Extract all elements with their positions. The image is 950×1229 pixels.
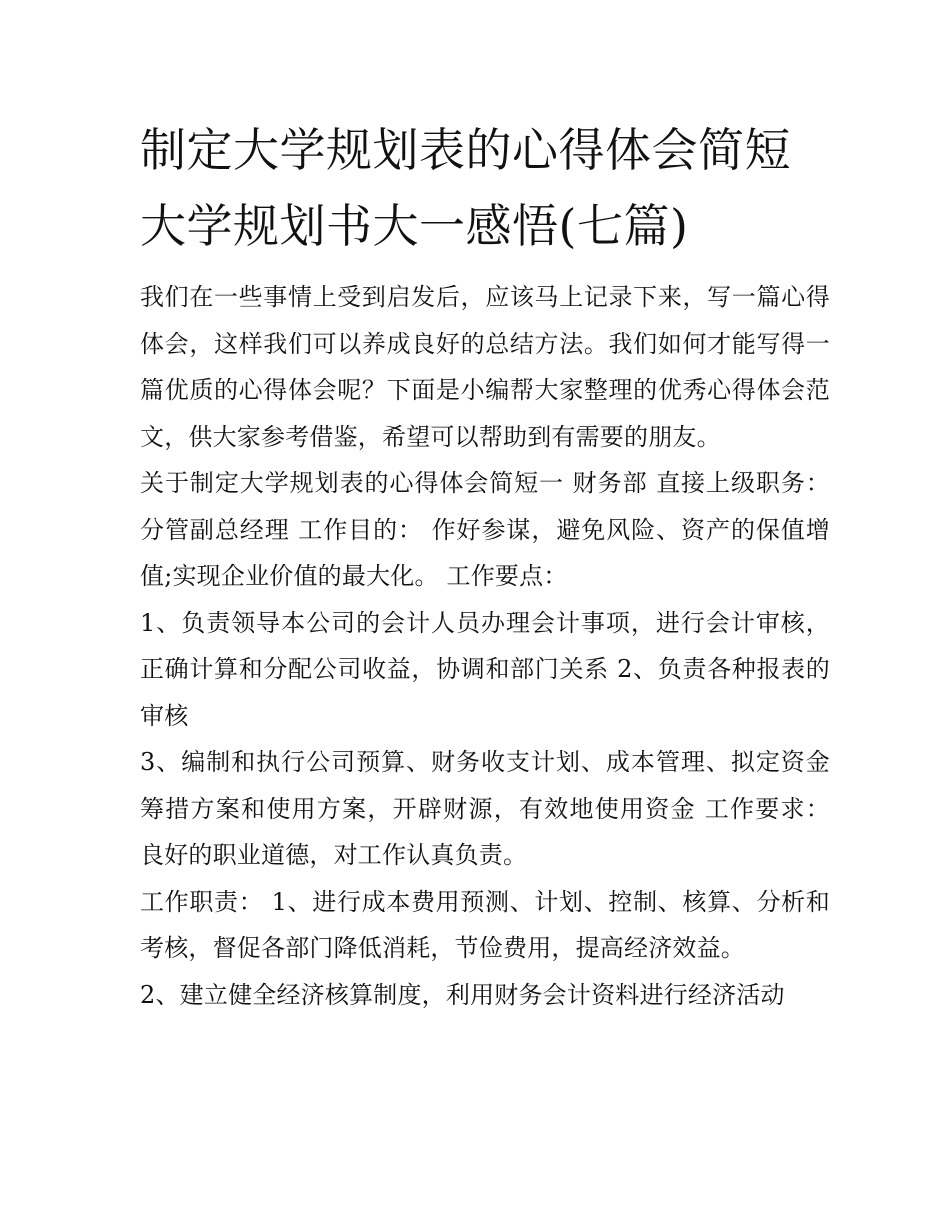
paragraph-job-info: 关于制定大学规划表的心得体会简短一 财务部 直接上级职务： 分管副总经理 工作目的： 作好参谋，避免风险、资产的保值增值;实现企业价值的最大化。 工作要点： <box>140 469 830 590</box>
document-content <box>140 112 830 1018</box>
paragraph-point-3: 3、编制和执行公司预算、财务收支计划、成本管理、拟定资金筹措方案和使用方案，开辟财源，有效地使用资金 工作要求： 良好的职业道德，对工作认真负责。 <box>140 748 830 869</box>
paragraph-duties-2: 2、建立健全经济核算制度，利用财务会计资料进行经济活动 <box>140 980 785 1009</box>
paragraph-intro: 我们在一些事情上受到启发后，应该马上记录下来，写一篇心得体会，这样我们可以养成良好的总结方法。我们如何才能写得一篇优质的心得体会呢？下面是小编帮大家整理的优秀心得体会范文，供大家参考借鉴，希望可以帮助到有需要的朋友。 <box>140 283 830 451</box>
document-body <box>140 274 830 1018</box>
paragraph-duties-1: 工作职责： 1、进行成本费用预测、计划、控制、核算、分析和考核，督促各部门降低消耗，节俭费用，提高经济效益。 <box>140 887 830 962</box>
paragraph-point-1: 1、负责领导本公司的会计人员办理会计事项，进行会计审核，正确计算和分配公司收益，协调和部门关系 2、负责各种报表的审核 <box>140 608 830 730</box>
document-title: 制定大学规划表的心得体会简短 大学规划书大一感悟(七篇) <box>140 123 791 253</box>
